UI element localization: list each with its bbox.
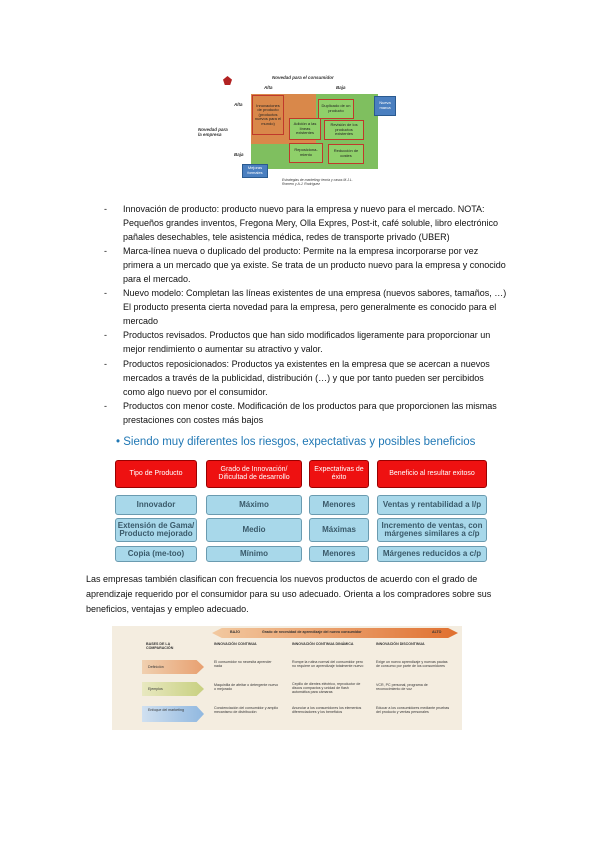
bullet-item xyxy=(104,399,514,427)
cell-mejoras: Mejoras formales xyxy=(242,164,268,178)
row-dinamica: Cepillo de dientes eléctrico, reproductor de discos compactos y unidad de flash automática para cámaras xyxy=(292,682,361,694)
bullet-item xyxy=(104,357,514,399)
row-discontinua: Exige un nuevo aprendizaje y nuevas pautas de consumo por parte de los consumidores xyxy=(376,660,448,668)
bullet-item xyxy=(104,286,514,328)
arrow-high: ALTO xyxy=(432,630,442,634)
risk-cell: Innovador xyxy=(115,495,197,515)
cell-adicion: Adición a las líneas existentes xyxy=(289,118,321,140)
bullet-dash: - xyxy=(104,359,107,369)
row-base: Enfoque del marketing xyxy=(148,708,184,712)
risk-header-grado: Grado de Innovación/ Dificultad de desarrollo xyxy=(206,460,302,488)
row-continua: Concienciación del consumidor y amplio mecanismo de distribución xyxy=(214,706,279,714)
risk-cell: Márgenes reducidos a c/p xyxy=(377,546,487,562)
matrix-top-label: Novedad para el consumidor xyxy=(272,75,334,80)
row-discontinua: VCR, PC personal, programa de reconocimiento de voz xyxy=(376,683,428,691)
row-continua: Maquinilla de afeitar o detergente nuevo o mejorado xyxy=(214,683,279,691)
risk-header-tipo: Tipo de Producto xyxy=(115,460,197,488)
bullet-text: Productos reposicionados: Productos ya existentes en la empresa que se acercan a nuevos mercados a través de la publicidad, distribución (…) y que por tanto pueden ser percibidos como algo nuevo por el consumidor. xyxy=(123,359,490,397)
risk-cell: Menores xyxy=(309,495,369,515)
bullet-dash: - xyxy=(104,288,107,298)
risk-cell: Menores xyxy=(309,546,369,562)
matrix-row-alta: Alta xyxy=(234,102,243,107)
matrix-row-baja: Baja xyxy=(234,152,244,157)
risk-cell: Mínimo xyxy=(206,546,302,562)
risk-cell: Incremento de ventas, con márgenes similares a c/p xyxy=(377,518,487,542)
bullet-item xyxy=(104,244,514,286)
cell-reposicionamiento: Reposiciona-miento xyxy=(289,143,323,163)
matrix-figure xyxy=(198,70,408,195)
cell-nueva-marca: Nueva marca xyxy=(374,96,396,116)
risk-cell: Medio xyxy=(206,518,302,542)
col-dinamica: INNOVACIÓN CONTINUA DINÁMICA xyxy=(292,642,354,646)
risk-cell: Ventas y rentabilidad a l/p xyxy=(377,495,487,515)
arrow-label: Grado de necesidad de aprendizaje del nuevo consumidor xyxy=(262,630,362,634)
bullet-text: Productos revisados. Productos que han sido modificados ligeramente para proporcionar un mejor rendimiento o aumentar su atractivo y valor. xyxy=(123,330,491,354)
bullet-text: Productos con menor coste. Modificación de los productos para que proporcionen las mismas prestaciones con costes más bajos xyxy=(123,401,497,425)
learning-table xyxy=(112,626,462,730)
bullet-dash: - xyxy=(104,401,107,411)
bullet-text: Marca-línea nueva o duplicado del producto: Permite na la empresa incorporarse por vez primera a un mercado que ya existe. Se trata de un producto nuevo para la empresa y conocido para el mercado. xyxy=(123,246,506,284)
learning-paragraph: Las empresas también clasifican con frecuencia los nuevos productos de acuerdo con el grado de aprendizaje requerido por el consumidor para su uso adecuado. Orienta a los compradores sobre sus beneficios, ventajas y empleo adecuado. xyxy=(86,574,492,614)
col-bases: BASES DE LA COMPARACIÓN xyxy=(146,642,174,650)
bullet-dash: - xyxy=(104,330,107,340)
matrix-side-label: Novedad para la empresa xyxy=(198,127,228,137)
bullet-dash: - xyxy=(104,204,107,214)
bullet-text: Nuevo modelo: Completan las líneas existentes de una empresa (nuevos sabores, tamaños, …) El producto presenta cierta novedad para la empresa, pero generalmente es conocido para el mercado xyxy=(123,288,507,326)
cell-duplicado: Duplicado de un producto xyxy=(318,99,354,119)
matrix-col-alta: Alta xyxy=(264,85,273,90)
cell-innovaciones: Innovaciones de producto (productos nuevos para el mundo) xyxy=(252,95,284,135)
row-continua: El consumidor no necesita aprender nada xyxy=(214,660,272,668)
matrix-source: Estrategias de marketing: teoría y casos M.J.L. Romero y A.J. Rodríguez xyxy=(282,178,353,186)
logo-icon xyxy=(223,76,232,85)
bullet-item xyxy=(104,202,514,244)
risk-header-expectativas: Expectativas de éxito xyxy=(309,460,369,488)
bullet-item xyxy=(104,328,514,356)
row-discontinua: Educar a los consumidores mediante pruebas del producto y ventas personales xyxy=(376,706,450,714)
risk-cell: Máximo xyxy=(206,495,302,515)
cell-reduccion: Reducción de costes xyxy=(328,144,364,164)
col-discontinua: INNOVACIÓN DISCONTINUA xyxy=(376,642,425,646)
bullet-text: Innovación de producto: producto nuevo para la empresa y nuevo para el mercado. NOTA: Pequeños grandes inventos, Fregona Mery, Olla Expres, Post-it, café soluble, libro electrónico pañales desechables, tele asistencia médica, redes de transporte privado (UBER) xyxy=(123,204,499,242)
risk-cell: Máximas xyxy=(309,518,369,542)
arrow-low: BAJO xyxy=(230,630,240,634)
risk-table-title: • Siendo muy diferentes los riesgos, expectativas y posibles beneficios xyxy=(116,436,476,448)
row-dinamica: Rompe la rutina normal del consumidor pero no requiere un aprendizaje totalmente nuevo xyxy=(292,660,364,668)
risk-header-beneficio: Beneficio al resultar exitoso xyxy=(377,460,487,488)
bullet-dash: - xyxy=(104,246,107,256)
risk-cell: Extensión de Gama/ Producto mejorado xyxy=(115,518,197,542)
row-base: Ejemplos xyxy=(148,687,163,691)
matrix-col-baja: Baja xyxy=(336,85,346,90)
risk-cell: Copia (me-too) xyxy=(115,546,197,562)
cell-revision: Revisión de los productos existentes xyxy=(324,120,364,140)
col-continua: INNOVACIÓN CONTINUA xyxy=(214,642,257,646)
row-dinamica: Anunciar a los consumidores los elementos diferenciadores y los beneficios xyxy=(292,706,362,714)
row-base: Definición xyxy=(148,665,164,669)
